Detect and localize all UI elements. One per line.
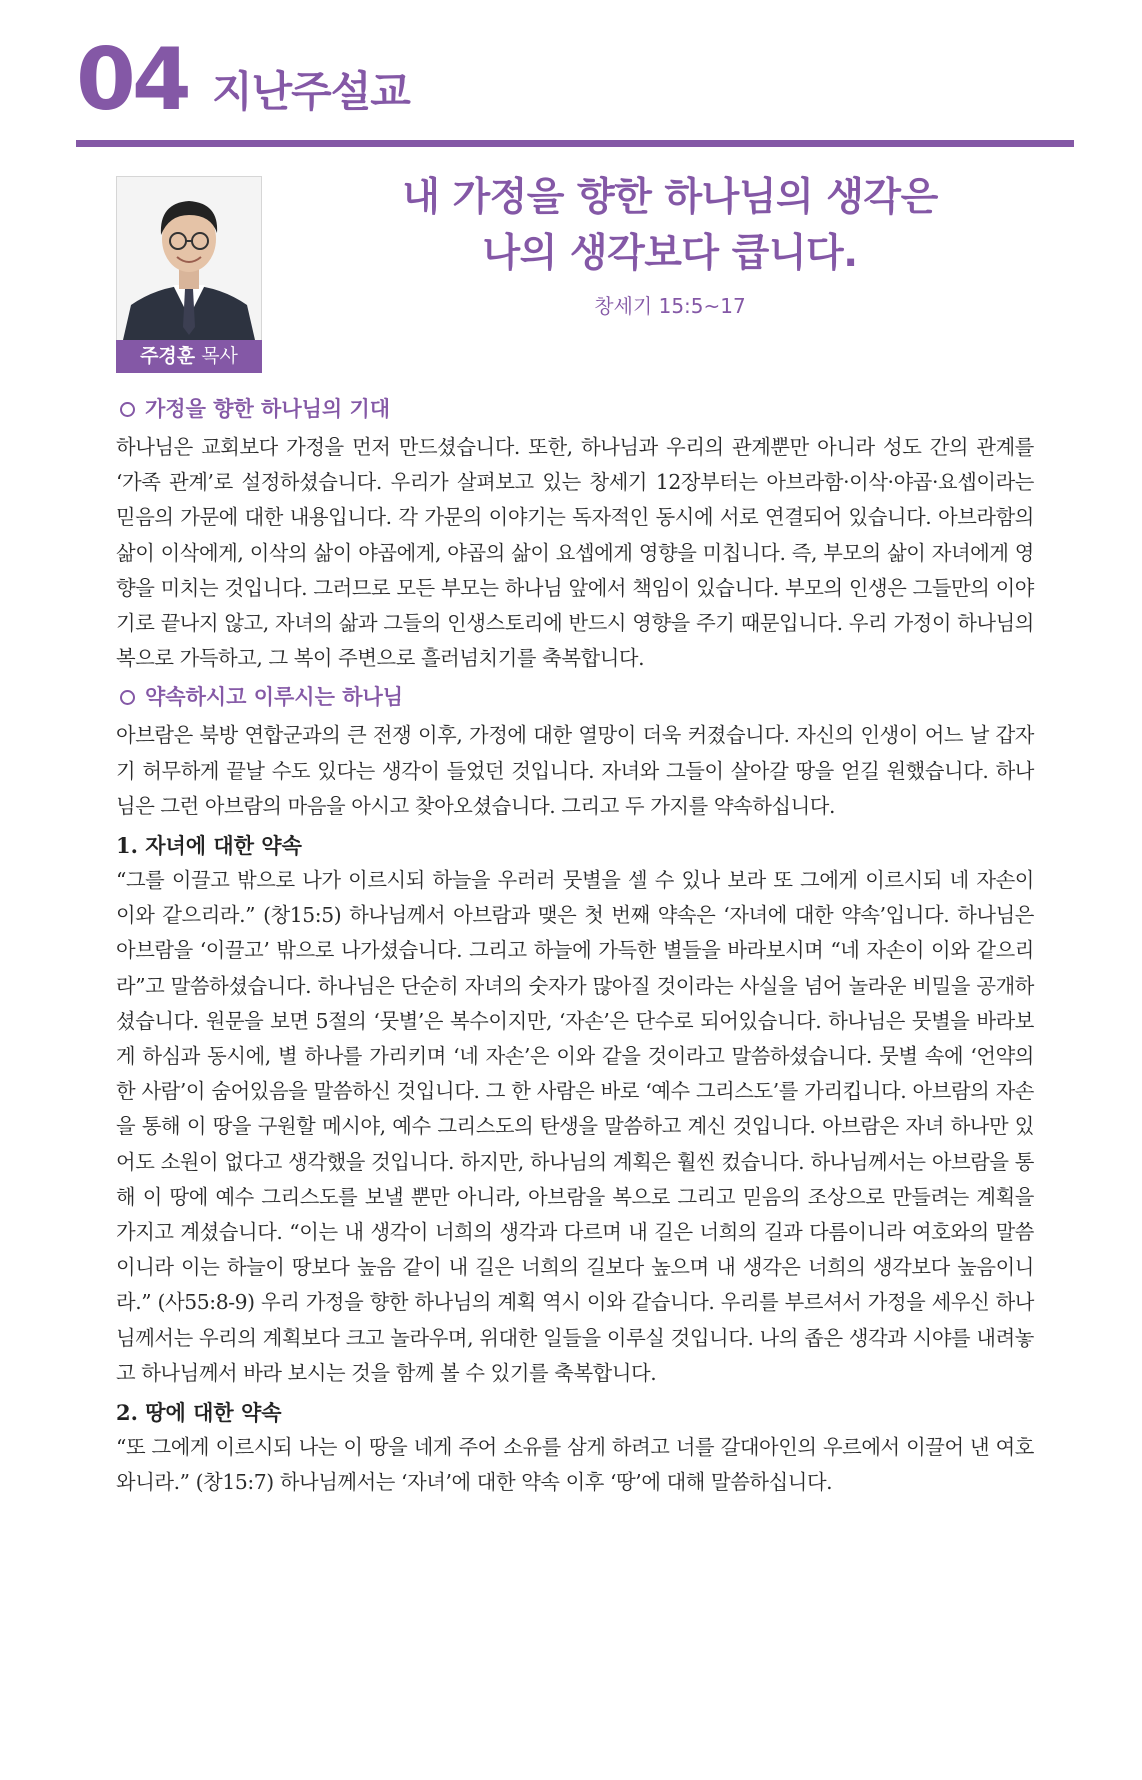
section-number: 04 bbox=[76, 30, 188, 130]
subheading-text: 약속하시고 이루시는 하나님 bbox=[145, 685, 404, 710]
promise-heading-land: 2. 땅에 대한 약속 bbox=[116, 1400, 282, 1426]
subheading-god-who-promises bbox=[116, 680, 1034, 714]
preacher-card bbox=[116, 176, 262, 373]
promise-heading-children: 1. 자녀에 대한 약속 bbox=[116, 833, 302, 859]
paragraph: 하나님은 교회보다 가정을 먼저 만드셨습니다. 또한, 하나님과 우리의 관계뿐만 아니라 성도 간의 관계를 ‘가족 관계’로 설정하셨습니다. 우리가 살펴보고 있는 창세기 12장부터는 아브라함·이삭·야곱·요셉이라는 믿음의 가문에 대한 내용입니다. 각 가문의 이야기는 독자적인 동시에 서로 연결되어 있습니다. 아브라함의 삶이 이삭에게, 이삭의 삶이 야곱에게, 야곱의 삶이 요셉에게 영향을 미칩니다. 즉, 부모의 삶이 자녀에게 영향을 미치는 것입니다. 그러므로 모든 부모는 하나님 앞에서 책임이 있습니다. 부모의 인생은 그들만의 이야기로 끝나지 않고, 자녀의 삶과 그들의 인생스토리에 반드시 영향을 주기 때문입니다. 우리 가정이 하나님의 복으로 가득하고, 그 복이 주변으로 흘러넘치기를 축복합니다. bbox=[116, 435, 1034, 671]
paragraph: “또 그에게 이르시되 나는 이 땅을 네게 주어 소유를 삼게 하려고 너를 갈대아인의 우르에서 이끌어 낸 여호와니라.” (창15:7) 하나님께서는 ‘자녀’에 대한 약속 이후 ‘땅’에 대해 말씀하십니다. bbox=[116, 1435, 1034, 1495]
section-title: 지난주설교 bbox=[212, 67, 410, 116]
preacher-photo bbox=[116, 176, 262, 341]
paragraph: 아브람은 북방 연합군과의 큰 전쟁 이후, 가정에 대한 열망이 더욱 커졌습니다. 자신의 인생이 어느 날 갑자기 허무하게 끝날 수도 있다는 생각이 들었던 것입니다. 자녀와 그들이 살아갈 땅을 얻길 원했습니다. 하나님은 그런 아브람의 마음을 아시고 찾아오셨습니다. 그리고 두 가지를 약속하십니다. bbox=[116, 723, 1034, 818]
subheading-text: 가정을 향한 하나님의 기대 bbox=[145, 397, 391, 421]
sermon-body bbox=[116, 392, 1034, 1504]
preacher-title: 목사 bbox=[201, 345, 238, 367]
preacher-name-tag bbox=[116, 340, 262, 373]
circle-bullet-icon bbox=[120, 402, 135, 417]
section-header bbox=[76, 30, 1074, 147]
subheading-family-expectation bbox=[116, 392, 1034, 426]
sermon-title-line-2: 나의 생각보다 큽니다. bbox=[482, 231, 858, 276]
preacher-portrait-image bbox=[117, 177, 261, 340]
paragraph: “그를 이끌고 밖으로 나가 이르시되 하늘을 우러러 뭇별을 셀 수 있나 보라 또 그에게 이르시되 네 자손이 이와 같으리라.” (창15:5) 하나님께서 아브람과 맺은 첫 번째 약속은 ‘자녀에 대한 약속’입니다. 하나님은 아브람을 ‘이끌고’ 밖으로 나가셨습니다. 그리고 하늘에 가득한 별들을 바라보시며 “네 자손이 이와 같으리라”고 말씀하셨습니다. 하나님은 단순히 자녀의 숫자가 많아질 것이라는 사실을 넘어 놀라운 비밀을 공개하셨습니다. 원문을 보면 5절의 ‘뭇별’은 복수이지만, ‘자손’은 단수로 되어있습니다. 하나님은 뭇별을 바라보게 하심과 동시에, 별 하나를 가리키며 ‘네 자손’은 이와 같을 것이라고 말씀하셨습니다. 뭇별 속에 ‘언약의 한 사람’이 숨어있음을 말씀하신 것입니다. 그 한 사람은 바로 ‘예수 그리스도’를 가리킵니다. 아브람의 자손을 통해 이 땅을 구원할 메시야, 예수 그리스도의 탄생을 말씀하고 계신 것입니다. 아브람은 자녀 하나만 있어도 소원이 없다고 생각했을 것입니다. 하지만, 하나님의 계획은 훨씬 컸습니다. 하나님께서는 아브람을 통해 이 땅에 예수 그리스도를 보낼 뿐만 아니라, 아브람을 복으로 그리고 믿음의 조상으로 만들려는 계획을 가지고 계셨습니다. “이는 내 생각이 너희의 생각과 다르며 내 길은 너희의 길과 다름이니라 여호와의 말씀이니라 이는 하늘이 땅보다 높음 같이 내 길은 너희의 길보다 높으며 내 생각은 너희의 생각보다 높음이니라.” (사55:8-9) 우리 가정을 향한 하나님의 계획 역시 이와 같습니다. 우리를 부르셔서 가정을 세우신 하나님께서는 우리의 계획보다 크고 놀라우며, 위대한 일들을 이루실 것입니다. 나의 좁은 생각과 시야를 내려놓고 하나님께서 바라 보시는 것을 함께 볼 수 있기를 축복합니다. bbox=[116, 868, 1034, 1385]
sermon-title-line-1: 내 가정을 향한 하나님의 생각은 bbox=[402, 175, 938, 220]
circle-bullet-icon bbox=[120, 690, 135, 705]
sermon-title bbox=[290, 170, 1050, 282]
preacher-name: 주경훈 bbox=[140, 345, 196, 367]
scripture-reference: 창세기 15:5~17 bbox=[594, 294, 746, 318]
